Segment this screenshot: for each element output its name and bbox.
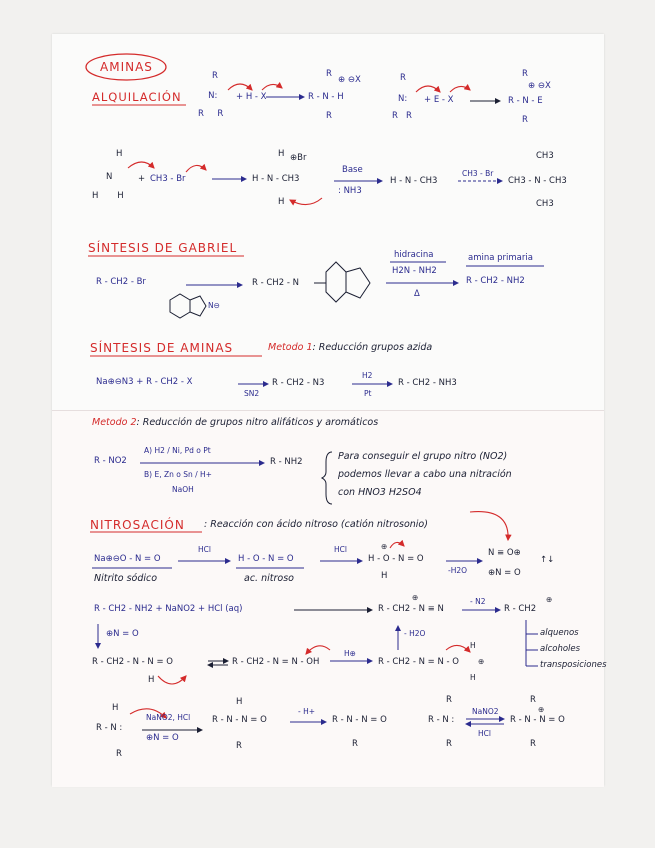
sintesis-cond2: Pt <box>364 389 372 398</box>
alq-r3-final-bot: CH3 <box>536 199 554 209</box>
r4-reactant: R - N : <box>428 715 455 725</box>
r2-c-h-top: H <box>470 641 476 650</box>
gabriel-inter: R - CH2 - N <box>252 278 299 288</box>
curved-arrow-alq-1a <box>228 84 252 90</box>
nitro-acid-label: ac. nitroso <box>244 573 294 584</box>
method1-tag: Metodo 1 <box>268 342 313 353</box>
alq-r2-top: R <box>400 73 406 83</box>
r3-minus-h: - H+ <box>298 707 316 716</box>
r4-prod: R - N - N = O <box>510 715 565 725</box>
metodo2-prod: R - NH2 <box>270 457 303 467</box>
alquilacion-heading: ALQUILACIÓN <box>92 90 182 104</box>
metodo2-note3: con HNO3 H2SO4 <box>338 487 422 498</box>
r1-diazo: R - CH2 - N ≡ N <box>378 604 444 614</box>
alq-r2-prod-top: R <box>522 69 528 79</box>
r2-a-h: H <box>148 675 155 685</box>
product-branch <box>526 620 538 666</box>
alq-r1-subs: R R <box>198 109 224 119</box>
curved-arrow-alq-1b <box>262 84 282 90</box>
curved-arrow-alq-2b <box>450 86 470 92</box>
alq-r2-subs: R R <box>392 111 412 121</box>
gabriel-prod: R - CH2 - NH2 <box>466 276 525 286</box>
nitro-acid: H - O - N = O <box>238 554 294 564</box>
curved-arrow-nitro-2 <box>158 676 186 684</box>
metodo2-desc: : Reducción de grupos nitro alifáticos y aromáticos <box>136 417 379 428</box>
alq-r3-top: H <box>116 149 123 159</box>
nitrosacion-subtitle: : Reacción con ácido nitroso (catión nitrosonio) <box>204 519 428 530</box>
alq-r3-plus: + <box>138 174 146 184</box>
nitro-prot-h: H <box>381 571 388 581</box>
alq-r3-amine2: H - N - CH3 <box>390 176 438 186</box>
nitrosacion-heading: NITROSACIÓN <box>90 518 185 532</box>
alq-r2-prod: R - N - E <box>508 96 543 106</box>
alq-r2-amine: N: <box>398 94 408 104</box>
gabriel-phth-n: N⊖ <box>208 301 220 310</box>
method1-desc: : Reducción grupos azida <box>312 342 433 353</box>
phthalimide-anion-structure <box>170 294 206 318</box>
sintesis-heading: SÍNTESIS DE AMINAS <box>90 341 234 355</box>
metodo2-title <box>92 418 378 428</box>
metodo2-optB2: NaOH <box>172 485 194 494</box>
metodo2-optA: A) H2 / Ni, Pd o Pt <box>144 446 211 455</box>
r2-b: R - CH2 - N = N - OH <box>232 657 320 667</box>
curved-arrow-nitro-1 <box>390 542 404 548</box>
gabriel-prod-label: amina primaria <box>468 253 533 263</box>
r3-inter: R - N - N = O <box>212 715 267 725</box>
metodo2-note1: Para conseguir el grupo nitro (NO2) <box>338 451 508 462</box>
alq-r3-final-top: CH3 <box>536 151 554 161</box>
metodo2-optB: B) E, Zn o Sn / H+ <box>144 470 212 479</box>
alq-r3-prod: H - N - CH3 <box>252 174 300 184</box>
alq-r1-prod-r: R <box>326 111 332 121</box>
product-alquenos: alquenos <box>540 628 579 638</box>
r4-r-bot: R <box>446 739 452 749</box>
r3-reactant: R - N : <box>96 723 123 733</box>
alq-r3-ch3br: CH3 - Br <box>150 174 186 184</box>
alq-r3-base: Base <box>342 165 363 175</box>
r1-cation: R - CH2 <box>504 604 537 614</box>
curved-arrow-alq-2a <box>416 86 440 92</box>
gabriel-heading: SÍNTESIS DE GABRIEL <box>88 241 238 255</box>
curved-arrow-nitro-3 <box>446 645 470 652</box>
r3-r: R <box>116 749 122 759</box>
alq-r2-prod-bot: R <box>522 115 528 125</box>
nitrito: Na⊕⊖O - N = O <box>94 554 161 564</box>
minus-n2: - N2 <box>470 597 486 606</box>
gabriel-reagent2: H2N - NH2 <box>392 266 437 276</box>
alq-r2-ex: + E - X <box>424 95 454 105</box>
r3-no: ⊕N = O <box>146 733 179 743</box>
r4-reagent: NaNO2 <box>472 707 499 716</box>
r3-inter-r: R <box>236 741 242 751</box>
product-transposiciones: transposiciones <box>540 660 607 670</box>
page-title: AMINAS <box>100 60 153 74</box>
gabriel-cond: Δ <box>414 289 420 299</box>
phthalimide-product-structure <box>314 262 370 302</box>
alq-r3-hs: H H <box>92 191 124 201</box>
curved-arrow-nitro-4 <box>306 646 330 654</box>
alq-r2-charge: ⊕ ⊖X <box>528 81 551 91</box>
r3-prod-r: R <box>352 739 358 749</box>
r2-c: R - CH2 - N = N - O <box>378 657 459 667</box>
sintesis-method1 <box>268 343 432 353</box>
alq-r1-top: R <box>212 71 218 81</box>
no-plus: ⊕N = O <box>106 629 139 639</box>
r2-c-h: H <box>470 673 476 682</box>
metodo2-tag: Metodo 2 <box>92 417 137 428</box>
nitrosonium2: ⊕N = O <box>488 568 521 578</box>
nitro-hcl1: HCl <box>198 545 211 554</box>
curved-arrow-alq-3b <box>186 165 206 172</box>
r2-a: R - CH2 - N - N = O <box>92 657 173 667</box>
r1-reactant: R - CH2 - NH2 + NaNO2 + HCl (aq) <box>94 604 243 614</box>
metodo2-note2: podemos llevar a cabo una nitración <box>338 469 512 480</box>
alq-r3-prod-bot: H <box>278 197 285 207</box>
sintesis-cond1: SN2 <box>244 389 260 398</box>
alq-r1-charge: ⊕ ⊖X <box>338 75 361 85</box>
r4-prod-bot: R <box>530 739 536 749</box>
gabriel-reagent1: hidracina <box>394 250 434 260</box>
nitro-minus-h2o: -H2O <box>448 566 468 575</box>
curved-arrow-nitrosonio <box>470 512 508 540</box>
curved-arrow-base <box>290 198 322 205</box>
nitrito-label: Nitrito sódico <box>94 573 158 584</box>
product-alcoholes: alcoholes <box>540 644 581 654</box>
alq-r1-hx: + H - X <box>236 92 267 102</box>
r3-reagent: NaNO2, HCl <box>146 713 191 722</box>
r1-cation-charge: ⊕ <box>546 595 553 604</box>
alq-r1-prod: R - N - H <box>308 92 344 102</box>
alq-r1-amine: N: <box>200 91 218 101</box>
sintesis-prod: R - CH2 - NH3 <box>398 378 457 388</box>
sintesis-reactant: Na⊕⊖N3 + R - CH2 - X <box>96 377 193 387</box>
r2-hplus: H⊕ <box>344 649 356 658</box>
alq-r3-charge: ⊕Br <box>290 153 307 163</box>
metodo2-reactant: R - NO2 <box>94 456 127 466</box>
r4-prod-top: R <box>530 695 536 705</box>
nitro-prot: H - O - N = O <box>368 554 424 564</box>
alq-r3-reagent: CH3 - Br <box>462 169 494 178</box>
r4-r-top: R <box>446 695 452 705</box>
sintesis-reagent: H2 <box>362 371 373 380</box>
nitro-arrows: ↑↓ <box>540 555 555 565</box>
r4-reagent2: HCl <box>478 729 491 738</box>
r4-charge: ⊕ <box>538 705 545 714</box>
sintesis-inter: R - CH2 - N3 <box>272 378 325 388</box>
minus-h2o-2: - H2O <box>404 629 426 638</box>
r3-h: H <box>112 703 119 713</box>
r1-diazo-charge: ⊕ <box>412 593 419 602</box>
r3-inter-h: H <box>236 697 243 707</box>
brace <box>322 452 332 504</box>
alq-r3-nh3-label: : NH3 <box>338 186 362 196</box>
r3-prod: R - N - N = O <box>332 715 387 725</box>
curved-arrow-alq-3a <box>128 162 154 168</box>
r2-c-charge: ⊕ <box>478 657 485 666</box>
nitro-hcl2: HCl <box>334 545 347 554</box>
alq-r3-final: CH3 - N - CH3 <box>508 176 567 186</box>
nitrosonium1: N ≡ O⊕ <box>488 548 521 558</box>
nitro-prot-charge: ⊕ <box>381 542 388 551</box>
alq-r3-nh3: N <box>106 172 113 182</box>
gabriel-reactant: R - CH2 - Br <box>96 277 146 287</box>
alq-r3-prod-top: H <box>278 149 285 159</box>
alq-r1-prod-top: R <box>326 69 332 79</box>
